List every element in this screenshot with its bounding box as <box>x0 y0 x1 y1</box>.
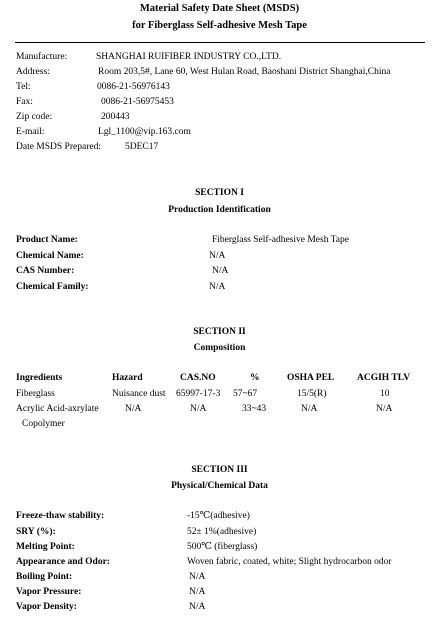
appearance-odor-label: Appearance and Odor: <box>16 557 110 567</box>
col-header-cas-no: CAS.NO <box>180 373 216 383</box>
chemical-family-label: Chemical Family: <box>16 282 89 292</box>
table-cell-acgih-tlv: N/A <box>376 404 393 414</box>
vapor-density-value: N/A <box>189 602 206 612</box>
table-cell-cas-no: N/A <box>190 404 207 414</box>
section-2-title: Composition <box>193 343 246 353</box>
section-1-title: Production Identification <box>168 205 271 215</box>
table-cell-ingredient-continued: Copolymer <box>22 419 65 429</box>
fax-value: 0086-21-56975453 <box>101 97 174 107</box>
table-cell-osha-pel: N/A <box>301 404 318 414</box>
table-cell-percent: 57~67 <box>233 389 258 399</box>
table-cell-ingredient: Fiberglass <box>16 389 55 399</box>
document-subtitle: for Fiberglass Self-adhesive Mesh Tape <box>132 20 307 31</box>
melting-point-label: Melting Point: <box>16 542 75 552</box>
table-cell-hazard: N/A <box>125 404 142 414</box>
col-header-osha-pel: OSHA PEL <box>287 373 335 383</box>
cas-number-value: N/A <box>212 266 229 276</box>
col-header-percent: % <box>250 373 260 383</box>
sry-value: 52± 1%(adhesive) <box>187 527 257 537</box>
tel-label: Tel: <box>16 82 31 92</box>
chemical-family-value: N/A <box>209 282 226 292</box>
boiling-point-label: Boiling Point: <box>16 572 73 582</box>
chemical-name-label: Chemical Name: <box>16 251 84 261</box>
manufacture-label: Manufacture: <box>16 52 68 62</box>
address-label: Address: <box>16 67 50 77</box>
table-cell-acgih-tlv: 10 <box>380 389 390 399</box>
address-value: Room 203,5#, Lane 60, West Hulan Road, Baoshani District Shanghai,China <box>98 67 391 77</box>
col-header-acgih-tlv: ACGIH TLV <box>357 373 411 383</box>
sry-label: SRY (%): <box>16 527 56 537</box>
section-3-number: SECTION III <box>191 465 248 475</box>
appearance-odor-value: Woven fabric, coated, white; Slight hydrocarbon odor <box>187 557 392 567</box>
table-cell-cas-no: 65997-17-3 <box>176 389 221 399</box>
zip-value: 200443 <box>101 112 130 122</box>
email-label: E-mail: <box>16 127 45 137</box>
freeze-thaw-label: Freeze-thaw stability: <box>16 511 105 521</box>
product-name-label: Product Name: <box>16 235 78 245</box>
cas-number-label: CAS Number: <box>16 266 75 276</box>
col-header-hazard: Hazard <box>112 373 143 383</box>
vapor-pressure-value: N/A <box>189 587 206 597</box>
date-prepared-label: Date MSDS Prepared: <box>16 142 101 152</box>
table-cell-hazard: Nuisance dust <box>112 389 166 399</box>
table-cell-percent: 33~43 <box>242 404 267 414</box>
boiling-point-value: N/A <box>189 572 206 582</box>
product-name-value: Fiberglass Self-adhesive Mesh Tape <box>212 235 349 245</box>
chemical-name-value: N/A <box>209 251 226 261</box>
section-1-number: SECTION I <box>195 188 244 198</box>
document-title: Material Safety Date Sheet (MSDS) <box>139 3 300 14</box>
date-prepared-value: 5DEC17 <box>125 142 159 152</box>
tel-value: 0086-21-56976143 <box>97 82 170 92</box>
table-cell-osha-pel: 15/5(R) <box>297 389 327 399</box>
section-3-title: Physical/Chemical Data <box>171 481 268 491</box>
manufacture-value: SHANGHAI RUIFIBER INDUSTRY CO.,LTD. <box>96 52 282 62</box>
header-divider <box>15 42 425 43</box>
zip-label: Zip code: <box>16 112 53 122</box>
vapor-density-label: Vapor Density: <box>16 602 77 612</box>
table-cell-ingredient: Acrylic Acid-axrylate <box>16 404 99 414</box>
fax-label: Fax: <box>16 97 33 107</box>
col-header-ingredients: Ingredients <box>16 373 63 383</box>
vapor-pressure-label: Vapor Pressure: <box>16 587 82 597</box>
freeze-thaw-value: -15℃(adhesive) <box>187 511 250 521</box>
email-value: Lgl_1100@vip.163.com <box>98 127 191 137</box>
section-2-number: SECTION II <box>193 327 246 337</box>
melting-point-value: 500℃ (fiberglass) <box>187 542 258 552</box>
